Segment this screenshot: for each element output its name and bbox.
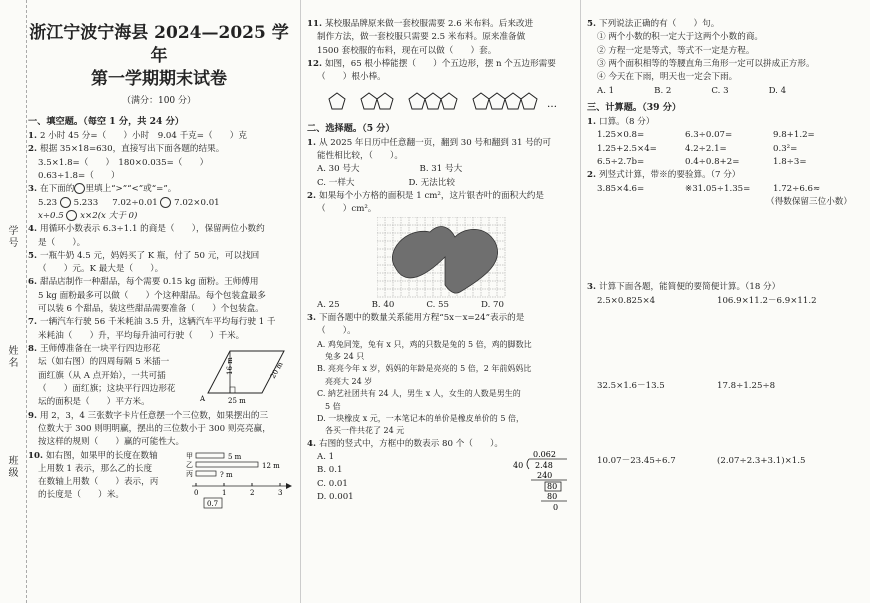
question-5: 5. 一瓶牛奶 4.5 元，妈妈买了 K 瓶，付了 50 元，可以找回 bbox=[28, 250, 260, 261]
c5-statement-1: ① 两个小数的积一定大于这两个小数的商。 bbox=[597, 32, 764, 43]
oral-calc-item: 0.3²= bbox=[773, 143, 798, 154]
vertical-calc-item: ※31.05÷1.35= bbox=[685, 183, 751, 194]
q10-line-c: 在数轴上用数（ ）表示，丙 bbox=[38, 477, 159, 488]
c5-options bbox=[587, 85, 870, 98]
oral-calc-item: 6.3÷0.07= bbox=[685, 130, 733, 141]
c1-options-row-1 bbox=[307, 163, 577, 176]
simplify-calc-item: 32.5×1.6－13.5 bbox=[597, 380, 665, 391]
c2-option-a[interactable]: A. 25 bbox=[317, 299, 340, 310]
c2-text: 如果每个小方格的面积是 1 cm²，这片银杏叶的面积大约是 bbox=[318, 191, 544, 202]
c4-option-d[interactable]: D. 0.001 bbox=[317, 492, 354, 502]
q6-text: 甜品店制作一种甜品，每个需要 0.15 kg 面粉。王师傅用 bbox=[39, 277, 259, 288]
c1-option-b[interactable]: B. 31 号大 bbox=[419, 164, 463, 175]
division-product-1: 240 bbox=[537, 470, 553, 480]
section-calc-heading: 三、计算题。（39 分） bbox=[587, 101, 682, 113]
q4-line-b: 是（ ）。 bbox=[38, 237, 86, 248]
c3-option-a[interactable]: A. 鸡兔同笼，兔有 x 只，鸡的只数是兔的 5 倍，鸡的脚数比 bbox=[317, 339, 532, 349]
c3-option-a-cont: 兔多 24 只 bbox=[325, 352, 365, 362]
question-8-block bbox=[28, 343, 290, 410]
oral-calc-item: 0.4÷0.8+2= bbox=[685, 157, 740, 168]
section-fill-heading: 一、填空题。（每空 1 分，共 24 分） bbox=[28, 115, 184, 127]
oral-calc-item: 1.25+2.5×4= bbox=[597, 143, 657, 154]
question-9: 9. 用 2，3，4 三张数字卡片任意摆一个三位数，如果摆出的三 bbox=[28, 410, 269, 421]
number-line-figure bbox=[186, 450, 296, 510]
q8-line-c: 面红旗（从 A 点开始），一共可插 bbox=[38, 370, 166, 381]
base-label: 25 m bbox=[228, 397, 246, 405]
bar-yi-length: 12 m bbox=[262, 461, 280, 470]
tick-0: 0 bbox=[194, 488, 199, 497]
c4-option-a[interactable]: A. 1 bbox=[317, 452, 335, 463]
c2-option-b[interactable]: B. 40 bbox=[371, 299, 395, 310]
division-remainder-2: 0 bbox=[553, 502, 559, 512]
c2-line-b: （ ）cm²。 bbox=[317, 204, 377, 215]
c3-option-d-cont: 各买一件共花了 24 元 bbox=[325, 426, 405, 436]
q12-line-b: （ ）根小棒。 bbox=[317, 72, 386, 83]
c4-option-b[interactable]: B. 0.1 bbox=[317, 465, 343, 476]
calc-1-row-3 bbox=[587, 156, 870, 169]
calc-2-text: 列竖式计算，带※的要验算。（7 分） bbox=[598, 170, 741, 181]
q7-text: 一辆汽车行驶 56 千米耗油 3.5 升，这辆汽车平均每行驶 1 千 bbox=[39, 317, 276, 328]
vertical-calc-item: 3.85×4.6= bbox=[597, 183, 645, 194]
c5-option-c[interactable]: C. 3 bbox=[711, 85, 729, 96]
division-remainder-1: 80 bbox=[547, 481, 558, 491]
c1-option-d[interactable]: D. 无法比较 bbox=[408, 177, 455, 188]
c1-text: 从 2025 年日历中任意翻一页，翻到 30 号和翻到 31 号的可 bbox=[318, 137, 551, 148]
c5-statement-4: ④ 今天在下雨，明天也一定会下雨。 bbox=[597, 72, 738, 83]
c5-option-b[interactable]: B. 2 bbox=[654, 85, 672, 96]
calc-2-row bbox=[587, 183, 870, 196]
oral-calc-item: 4.2÷2.1= bbox=[685, 143, 727, 154]
column-2 bbox=[300, 0, 577, 603]
q3-left-2: 7.02÷0.01 bbox=[112, 197, 158, 208]
q3-compare-row-1 bbox=[28, 197, 290, 210]
q12-text: 如图，65 根小棒能摆（ ）个五边形，摆 n 个五边形需要 bbox=[324, 58, 556, 69]
question-7: 7. 一辆汽车行驶 56 千米耗油 3.5 升，这辆汽车平均每行驶 1 千 bbox=[28, 317, 276, 328]
calc-3-text: 计算下面各题，能简便的要简便计算。（18 分） bbox=[598, 282, 781, 293]
q2-line-b: 3.5×1.8=（ ） 180×0.035=（ ） bbox=[38, 157, 209, 168]
student-id-label: 学号 bbox=[6, 225, 17, 249]
q11-line-b: 制作方法，做一套校服只需要 2.5 米布料。原来准备做 bbox=[317, 32, 526, 43]
q3-text-a: 在下面的 bbox=[39, 184, 75, 195]
q1-text: 2 小时 45 分=（ ）小时 9.04 千克=（ ）克 bbox=[39, 131, 247, 141]
calc-1-text: 口算。（8 分） bbox=[598, 117, 655, 128]
division-divisor: 40 bbox=[513, 460, 524, 470]
calc-3-row-3 bbox=[587, 455, 870, 468]
calc-3: 3. 计算下面各题，能简便的要简便计算。（18 分） bbox=[587, 282, 781, 293]
q8-text: 王师傅准备在一块平行四边形花 bbox=[39, 344, 161, 354]
oral-calc-item: 9.8+1.2= bbox=[773, 130, 815, 141]
q3-right-2: 7.02×0.01 bbox=[174, 197, 220, 208]
tick-1: 1 bbox=[222, 488, 227, 497]
q8-line-b: 坛（如右图）的四周每隔 5 米插一 bbox=[38, 357, 170, 368]
simplify-calc-item: (2.07÷2.3+3.1)×1.5 bbox=[717, 456, 806, 467]
calc-1-row-2 bbox=[587, 143, 870, 156]
compare-circle-icon bbox=[74, 183, 85, 194]
q6-line-b: 5 kg 面粉最多可以做（ ）个这种甜品。每个包装盒最多 bbox=[38, 290, 266, 301]
c3-text: 下面各题中的数量关系能用方程“5x－x=24”表示的是 bbox=[318, 313, 525, 323]
c5-statement-3: ③ 两个面积相等的等腰直角三角形一定可以拼成正方形。 bbox=[597, 58, 815, 69]
bar-yi-label: 乙 bbox=[186, 460, 193, 469]
q10-line-d: 的长度是（ ）米。 bbox=[38, 490, 124, 501]
q11-text: 某校服品牌原来做一套校服需要 2.6 米布料。后来改进 bbox=[324, 19, 534, 29]
question-6: 6. 甜品店制作一种甜品，每个需要 0.15 kg 面粉。王师傅用 bbox=[28, 277, 259, 288]
c2-option-d[interactable]: D. 70 bbox=[481, 299, 504, 310]
compare-circle-icon[interactable] bbox=[60, 197, 71, 208]
q9-line-b: 位数大于 300 则明明赢，摆出的三位数小于 300 则亮亮赢， bbox=[38, 423, 271, 434]
oral-calc-item: 6.5÷2.7b= bbox=[597, 157, 645, 168]
choice-4-block bbox=[307, 438, 577, 512]
q3-left-1: 5.23 bbox=[38, 197, 58, 208]
q3-right-3: x×2(x 大于 0) bbox=[80, 210, 138, 221]
title-line-1: 浙江宁波宁海县 2024—2025 学年 bbox=[29, 23, 289, 66]
q7-line-b: 米耗油（ ）升，平均每升油可行驶（ ）千米。 bbox=[38, 330, 245, 341]
c1-option-a[interactable]: A. 30 号大 bbox=[317, 164, 360, 175]
vertical-calc-item: 1.72÷6.6≈ bbox=[773, 183, 821, 194]
choice-3: 3. 下面各题中的数量关系能用方程“5x－x=24”表示的是 bbox=[307, 313, 525, 323]
bar-jia-length: 5 m bbox=[228, 452, 242, 461]
q3-right-1: 5.233 bbox=[73, 197, 99, 208]
height-label: 16 m bbox=[226, 357, 234, 375]
q3-text-b: 里填上“>”“<”或“=”。 bbox=[85, 184, 177, 195]
ginkgo-leaf-shape bbox=[392, 226, 497, 293]
calc-2: 2. 列竖式计算，带※的要验算。（7 分） bbox=[587, 170, 741, 181]
side-label: 20 m bbox=[268, 360, 285, 380]
c3-line-b: （ ）。 bbox=[317, 326, 356, 337]
c1-option-c[interactable]: C. 一样大 bbox=[317, 177, 355, 188]
student-name-label: 姓名 bbox=[6, 345, 17, 369]
point-a-label: A bbox=[200, 395, 206, 403]
c3-option-c-cont: 5 倍 bbox=[325, 401, 341, 411]
calc-3-row-2 bbox=[587, 380, 870, 393]
exam-full-score: （满分：100 分） bbox=[121, 95, 197, 106]
c4-text: 右图的竖式中，方框中的数表示 80 个（ ）。 bbox=[318, 438, 503, 449]
c4-option-c[interactable]: C. 0.01 bbox=[317, 478, 348, 489]
pentagon-sequence-figure bbox=[307, 85, 567, 119]
division-dividend: 2.48 bbox=[535, 460, 553, 470]
calc-2-rounding-note: （得数保留三位小数） bbox=[766, 197, 852, 207]
question-10-block bbox=[28, 450, 290, 508]
q8-line-d: （ ）面红旗；这块平行四边形花 bbox=[38, 383, 176, 394]
question-10: 10. 如右图，如果甲的长度在数轴 bbox=[28, 450, 158, 461]
bar-jia-label: 甲 bbox=[186, 451, 193, 460]
question-1: 1. 2 小时 45 分=（ ）小时 9.04 千克=（ ）克 bbox=[28, 131, 247, 141]
calc-1: 1. 口算。（8 分） bbox=[587, 117, 655, 128]
oral-calc-item: 1.25×0.8= bbox=[597, 130, 645, 141]
long-division-figure bbox=[503, 448, 573, 516]
q10-line-b: 上用数 1 表示，那么乙的长度 bbox=[38, 463, 153, 474]
class-label: 班级 bbox=[6, 455, 17, 479]
oral-calc-item: 1.8÷3= bbox=[773, 157, 807, 168]
choice-1: 1. 从 2025 年日历中任意翻一页，翻到 30 号和翻到 31 号的可 bbox=[307, 137, 551, 148]
division-quotient: 0.062 bbox=[533, 449, 556, 459]
q5-text: 一瓶牛奶 4.5 元，妈妈买了 K 瓶，付了 50 元，可以找回 bbox=[39, 250, 260, 261]
question-8: 8. 王师傅准备在一块平行四边形花 bbox=[28, 344, 161, 354]
division-product-2: 80 bbox=[547, 491, 558, 501]
c1-options-row-2 bbox=[307, 177, 577, 190]
c2-options bbox=[307, 299, 577, 312]
q4-text: 用循环小数表示 6.3÷1.1 的商是（ ），保留两位小数约 bbox=[39, 224, 265, 235]
tick-3: 3 bbox=[278, 488, 283, 497]
bar-bing-length: ? m bbox=[220, 470, 233, 479]
choice-5: 5. 下列说法正确的有（ ）句。 bbox=[587, 19, 720, 29]
q3-left-3: x÷0.5 bbox=[38, 210, 64, 221]
choice-2: 2. 如果每个小方格的面积是 1 cm²，这片银杏叶的面积大约是 bbox=[307, 191, 544, 202]
c5-text: 下列说法正确的有（ ）句。 bbox=[598, 19, 720, 29]
binding-strip bbox=[0, 0, 27, 603]
q2-line-c: 0.63÷1.8=（ ） bbox=[38, 170, 120, 181]
q11-line-c: 1500 套校服的布料，现在可以做（ ）套。 bbox=[317, 45, 497, 56]
c5-option-a[interactable]: A. 1 bbox=[597, 85, 615, 96]
q9-text: 用 2，3，4 三张数字卡片任意摆一个三位数，如果摆出的三 bbox=[39, 410, 269, 421]
column-3 bbox=[580, 0, 870, 603]
simplify-calc-item: 10.07－23.45÷6.7 bbox=[597, 456, 676, 467]
parallelogram-figure bbox=[188, 343, 288, 407]
question-12: 12. 如图，65 根小棒能摆（ ）个五边形，摆 n 个五边形需要 bbox=[307, 58, 556, 69]
answer-space bbox=[587, 209, 870, 281]
q8-line-e: 坛的面积是（ ）平方米。 bbox=[38, 397, 150, 408]
c3-option-c[interactable]: C. 納艺社团共有 24 人，男生 x 人，女生的人数是男生的 bbox=[317, 389, 521, 399]
c3-option-d[interactable]: D. 一块橡皮 x 元，一本笔记本的单价是橡皮单价的 5 倍， bbox=[317, 413, 524, 423]
section-choice-heading: 二、选择题。（5 分） bbox=[307, 122, 395, 134]
simplify-calc-item: 106.9×11.2－6.9×11.2 bbox=[717, 295, 817, 306]
q5-line-b: （ ）元。K 最大是（ ）。 bbox=[38, 264, 164, 275]
q9-line-c: 按这样的规则（ ）赢的可能性大。 bbox=[38, 437, 185, 448]
c3-option-b[interactable]: B. 亮亮今年 x 岁，妈妈的年龄是亮亮的 5 倍，2 年前妈妈比 bbox=[317, 364, 532, 374]
answer-box-value: 0.7 bbox=[207, 499, 219, 508]
choice-4: 4. 右图的竖式中，方框中的数表示 80 个（ ）。 bbox=[307, 438, 503, 449]
q3-compare-row-2 bbox=[28, 210, 290, 223]
c1-line-b: 能性相比较，（ ）。 bbox=[317, 151, 403, 162]
q2-text: 根据 35×18=630，直接写出下面各题的结果。 bbox=[39, 144, 225, 155]
calc-3-row-1 bbox=[587, 295, 870, 308]
simplify-calc-item: 2.5×0.825×4 bbox=[597, 295, 656, 306]
simplify-calc-item: 17.8÷1.25÷8 bbox=[717, 380, 776, 391]
calc-1-row-1 bbox=[587, 129, 870, 142]
question-4: 4. 用循环小数表示 6.3÷1.1 的商是（ ），保留两位小数约 bbox=[28, 224, 265, 235]
tick-2: 2 bbox=[250, 488, 255, 497]
question-11: 11. 某校服品牌原来做一套校服需要 2.6 米布料。后来改进 bbox=[307, 19, 534, 29]
q10-text: 如右图，如果甲的长度在数轴 bbox=[45, 450, 158, 461]
q6-line-c: 可以装 6 个甜品，装这些甜品需要准备（ ）个包装盒。 bbox=[38, 304, 264, 315]
exam-title bbox=[28, 22, 290, 91]
compare-circle-icon[interactable] bbox=[66, 210, 77, 221]
c5-statement-2: ② 方程一定是等式，等式不一定是方程。 bbox=[597, 45, 755, 56]
answer-space bbox=[587, 308, 870, 380]
bar-bing-label: 丙 bbox=[186, 469, 193, 478]
c2-option-c[interactable]: C. 55 bbox=[426, 299, 449, 310]
question-2: 2. 根据 35×18=630，直接写出下面各题的结果。 bbox=[28, 144, 225, 155]
c5-option-d[interactable]: D. 4 bbox=[768, 85, 787, 96]
c3-option-b-cont: 亮亮大 24 岁 bbox=[325, 376, 373, 386]
answer-space bbox=[587, 393, 870, 455]
column-1 bbox=[28, 0, 290, 603]
title-line-2: 第一学期期末试卷 bbox=[91, 68, 227, 89]
question-3: 3. 在下面的 里填上“>”“<”或“=”。 bbox=[28, 184, 177, 195]
compare-circle-icon[interactable] bbox=[160, 197, 171, 208]
sequence-ellipsis: … bbox=[547, 98, 557, 110]
